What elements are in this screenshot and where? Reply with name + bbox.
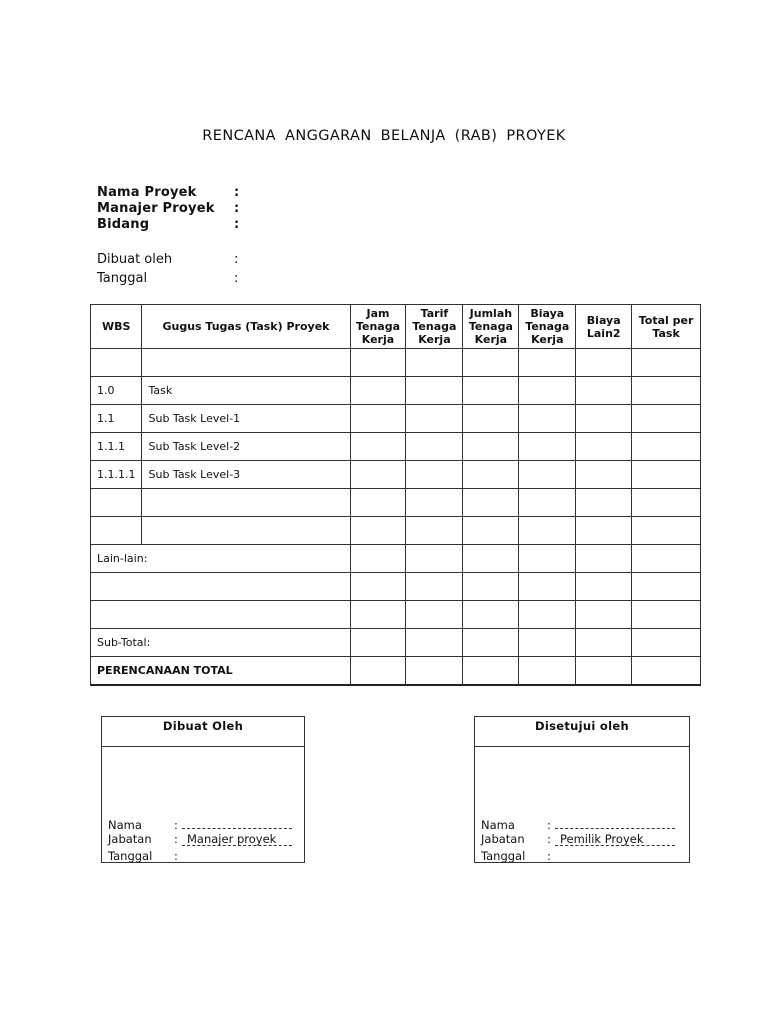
subtotal-label: Sub-Total: [91, 629, 351, 657]
header-line: Tenaga [412, 320, 457, 333]
value-cell[interactable] [350, 573, 406, 601]
budget-table [90, 304, 701, 686]
header-line: Tenaga [468, 320, 513, 333]
wbs-cell[interactable] [91, 489, 142, 517]
value-cell[interactable] [463, 349, 519, 377]
task-cell[interactable]: Sub Task Level-3 [142, 461, 350, 489]
colon: : [547, 849, 551, 863]
approved-by-position-row [481, 832, 675, 848]
made-by-fields [108, 816, 292, 863]
header-task: Gugus Tugas (Task) Proyek [142, 305, 350, 349]
date-label: Tanggal [97, 271, 148, 286]
value-cell[interactable] [576, 489, 632, 517]
value-cell[interactable] [632, 545, 701, 573]
header-line: Task [652, 326, 680, 340]
table-row [91, 517, 701, 545]
header-jumlah-tenaga-kerja [463, 305, 519, 349]
value-cell[interactable] [406, 657, 463, 685]
header-line: Kerja [361, 333, 395, 346]
value-cell[interactable] [576, 405, 632, 433]
value-cell[interactable] [632, 377, 701, 405]
value-cell[interactable] [350, 461, 406, 489]
wbs-cell[interactable]: 1.0 [91, 377, 142, 405]
header-biaya-tenaga-kerja [519, 305, 576, 349]
value-cell[interactable] [463, 629, 519, 657]
header-line: Kerja [531, 333, 564, 346]
value-cell[interactable] [350, 377, 406, 405]
header-line: Biaya [530, 307, 565, 320]
value-cell[interactable] [406, 545, 463, 573]
wbs-cell[interactable]: 1.1.1.1 [91, 461, 142, 489]
made-by-signature-box [101, 716, 305, 863]
value-cell[interactable] [632, 349, 701, 377]
other-cost-cell[interactable] [91, 573, 351, 601]
approved-by-fields [481, 816, 675, 863]
table-row-total [91, 657, 701, 685]
value-cell[interactable] [519, 377, 576, 405]
table-row [91, 405, 701, 433]
header-line: Total per [638, 313, 694, 327]
value-cell[interactable] [576, 349, 632, 377]
table-row [91, 461, 701, 489]
value-cell[interactable] [406, 601, 463, 629]
header-line: Biaya [586, 313, 621, 327]
project-info [97, 185, 239, 233]
colon: : [174, 849, 178, 863]
value-cell[interactable] [576, 601, 632, 629]
value-cell[interactable] [463, 657, 519, 685]
table-row [91, 601, 701, 629]
made-by-row [97, 250, 238, 269]
value-cell[interactable] [519, 489, 576, 517]
value-cell[interactable] [519, 517, 576, 545]
project-field-colon: : [234, 217, 240, 232]
approved-by-date-label: Tanggal [481, 849, 526, 863]
document-title: RENCANA ANGGARAN BELANJA (RAB) PROYEK [202, 128, 566, 144]
header-total-per-task [632, 305, 701, 349]
date-colon: : [234, 271, 239, 286]
approved-by-signature-box [474, 716, 690, 863]
colon: : [547, 818, 551, 832]
table-row [91, 433, 701, 461]
value-cell[interactable] [576, 433, 632, 461]
value-cell[interactable] [406, 629, 463, 657]
value-cell[interactable] [632, 601, 701, 629]
header-biaya-lain2 [576, 305, 632, 349]
value-cell[interactable] [632, 489, 701, 517]
approved-by-name-label: Nama [481, 818, 515, 832]
value-cell[interactable] [350, 601, 406, 629]
value-cell[interactable] [519, 545, 576, 573]
project-field-label: Bidang [97, 217, 150, 232]
value-cell[interactable] [576, 573, 632, 601]
value-cell[interactable] [463, 433, 519, 461]
value-cell[interactable] [350, 433, 406, 461]
approved-by-name-field[interactable] [555, 816, 675, 829]
total-label: PERENCANAAN TOTAL [91, 657, 351, 685]
value-cell[interactable] [576, 517, 632, 545]
value-cell[interactable] [350, 545, 406, 573]
value-cell[interactable] [463, 517, 519, 545]
value-cell[interactable] [406, 433, 463, 461]
made-by-colon: : [234, 252, 239, 267]
value-cell[interactable] [632, 517, 701, 545]
colon: : [174, 818, 178, 832]
table-row [91, 489, 701, 517]
table-row-lain-lain [91, 545, 701, 573]
project-manager-colon: : [234, 201, 240, 216]
table-row [91, 573, 701, 601]
made-by-date-label: Tanggal [108, 849, 153, 863]
header-line: Jam [366, 307, 390, 320]
value-cell[interactable] [519, 601, 576, 629]
made-by-name-row [108, 816, 292, 832]
header-line: Jumlah [469, 307, 513, 320]
divider [689, 784, 690, 800]
value-cell[interactable] [463, 377, 519, 405]
made-by-position-label: Jabatan [108, 831, 152, 846]
made-by-position-row [108, 832, 292, 848]
table-row [91, 377, 701, 405]
value-cell[interactable] [463, 601, 519, 629]
value-cell[interactable] [632, 657, 701, 685]
value-cell[interactable] [632, 629, 701, 657]
value-cell[interactable] [406, 405, 463, 433]
value-cell[interactable] [576, 545, 632, 573]
header-tarif-tenaga-kerja [406, 305, 463, 349]
approved-by-date-field[interactable] [555, 847, 665, 860]
wbs-cell[interactable] [91, 517, 142, 545]
project-field-row [97, 217, 239, 233]
approved-by-name-row [481, 816, 675, 832]
value-cell[interactable] [463, 405, 519, 433]
value-cell[interactable] [632, 461, 701, 489]
task-cell[interactable]: Sub Task Level-2 [142, 433, 350, 461]
value-cell[interactable] [406, 517, 463, 545]
value-cell[interactable] [576, 377, 632, 405]
header-line: Kerja [474, 333, 508, 346]
value-cell[interactable] [406, 489, 463, 517]
project-name-row [97, 185, 239, 201]
task-cell[interactable] [142, 349, 350, 377]
value-cell[interactable] [463, 573, 519, 601]
value-cell[interactable] [350, 405, 406, 433]
value-cell[interactable] [519, 405, 576, 433]
document-meta [97, 250, 238, 288]
value-cell[interactable] [576, 461, 632, 489]
value-cell[interactable] [519, 433, 576, 461]
value-cell[interactable] [406, 461, 463, 489]
made-by-heading: Dibuat Oleh [102, 717, 304, 747]
value-cell[interactable] [406, 377, 463, 405]
value-cell[interactable] [632, 573, 701, 601]
made-by-name-field[interactable] [182, 816, 292, 829]
project-manager-row [97, 201, 239, 217]
value-cell[interactable] [519, 629, 576, 657]
header-line: Kerja [418, 333, 451, 346]
made-by-position-field[interactable]: Manajer proyek [182, 833, 292, 846]
made-by-date-row [108, 847, 292, 863]
value-cell[interactable] [463, 461, 519, 489]
value-cell[interactable] [350, 489, 406, 517]
task-cell[interactable]: Task [142, 377, 350, 405]
header-line: Tenaga [525, 320, 570, 333]
colon: : [174, 831, 178, 846]
header-line: Tenaga [355, 320, 400, 333]
approved-by-position-label: Jabatan [481, 831, 525, 846]
value-cell[interactable] [519, 657, 576, 685]
header-jam-tenaga-kerja [350, 305, 406, 349]
colon: : [547, 831, 551, 846]
made-by-label: Dibuat oleh [97, 252, 173, 267]
task-cell[interactable] [142, 489, 350, 517]
task-cell[interactable] [142, 517, 350, 545]
made-by-name-label: Nama [108, 818, 142, 832]
header-line: Lain2 [586, 326, 621, 340]
header-line: Tarif [420, 307, 449, 320]
project-name-colon: : [234, 185, 240, 200]
wbs-cell[interactable] [91, 349, 142, 377]
header-wbs: WBS [91, 305, 142, 349]
value-cell[interactable] [576, 629, 632, 657]
wbs-cell[interactable]: 1.1.1 [91, 433, 142, 461]
value-cell[interactable] [632, 405, 701, 433]
other-cost-cell[interactable] [91, 601, 351, 629]
value-cell[interactable] [350, 629, 406, 657]
lain-lain-label: Lain-lain: [91, 545, 351, 573]
value-cell[interactable] [350, 517, 406, 545]
value-cell[interactable] [519, 461, 576, 489]
wbs-cell[interactable]: 1.1 [91, 405, 142, 433]
table-row [91, 349, 701, 377]
project-manager-label: Manajer Proyek [97, 201, 215, 216]
table-row-subtotal [91, 629, 701, 657]
table-header-row [91, 305, 701, 349]
value-cell[interactable] [519, 573, 576, 601]
value-cell[interactable] [463, 545, 519, 573]
value-cell[interactable] [519, 349, 576, 377]
value-cell[interactable] [463, 489, 519, 517]
value-cell[interactable] [406, 573, 463, 601]
approved-by-date-row [481, 847, 675, 863]
project-name-label: Nama Proyek [97, 185, 197, 200]
value-cell[interactable] [632, 433, 701, 461]
value-cell[interactable] [350, 657, 406, 685]
value-cell[interactable] [576, 657, 632, 685]
made-by-date-field[interactable] [182, 847, 292, 860]
task-cell[interactable]: Sub Task Level-1 [142, 405, 350, 433]
approved-by-position-field[interactable]: Pemilik Proyek [555, 833, 675, 846]
value-cell[interactable] [406, 349, 463, 377]
approved-by-heading: Disetujui oleh [475, 717, 689, 747]
date-row [97, 269, 238, 288]
value-cell[interactable] [350, 349, 406, 377]
